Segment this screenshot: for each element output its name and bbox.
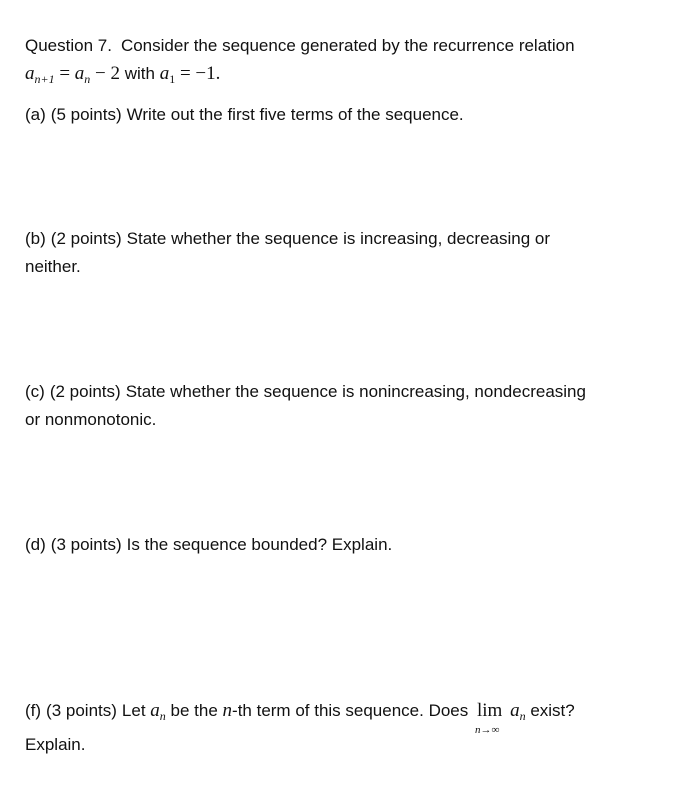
limit-operator: lim [477,700,503,721]
limit-var: a [510,700,520,721]
part-f-be-the: be the [170,701,218,720]
relation-rhs-var: a [74,63,85,84]
part-c-continued [25,410,156,430]
limit-var-sub: n [519,709,526,723]
part-b-text-line2: neither. [25,257,81,276]
limit-subscript: n→∞ [475,724,500,736]
part-c-label: (c) [25,382,45,401]
part-a-label: (a) [25,105,46,124]
part-d-text: Is the sequence bounded? Explain. [126,535,393,554]
initial-value: = −1. [179,63,221,84]
question-number: Question 7. [25,36,112,55]
part-b [25,229,550,249]
question-header-line [25,36,575,56]
part-c-text-line2: or nonmonotonic. [25,410,157,429]
relation-equals: = [59,63,71,84]
part-f-label: (f) [25,701,42,720]
part-b-label: (b) [25,229,46,248]
part-f-var-a: a [150,700,160,721]
part-a-points: (5 points) [50,105,122,124]
part-a-text: Write out the first five terms of the sequence. [126,105,464,124]
part-f-th-term: -th term of this sequence. Does [232,701,469,720]
part-a [25,105,464,125]
part-d-points: (3 points) [50,535,122,554]
initial-var: a [159,63,170,84]
part-d [25,535,392,555]
relation-lhs-sub: n+1 [34,72,55,86]
question-intro: Consider the sequence generated by the recurrence relation [120,36,575,55]
part-b-continued [25,257,81,277]
part-c-points: (2 points) [49,382,121,401]
part-f [25,700,575,736]
part-f-exist: exist? [530,701,575,720]
relation-constant: − 2 [95,63,120,84]
part-f-let: Let [121,701,146,720]
relation-rhs-sub: n [84,72,91,86]
relation-with: with [124,64,155,83]
part-b-text-line1: State whether the sequence is increasing, decreasing or [126,229,551,248]
part-f-points: (3 points) [46,701,117,720]
part-b-points: (2 points) [50,229,122,248]
recurrence-relation [25,64,220,85]
part-f-explain: Explain. [25,735,86,754]
initial-sub: 1 [169,72,176,86]
part-c [25,382,586,402]
part-f-n-var: n [222,700,233,721]
part-c-text-line1: State whether the sequence is nonincreasing, nondecreasing [125,382,586,401]
part-f-continued [25,735,85,755]
limit-expression [475,700,503,736]
part-f-var-sub: n [159,709,166,723]
part-d-label: (d) [25,535,46,554]
relation-lhs-var: a [25,63,35,84]
